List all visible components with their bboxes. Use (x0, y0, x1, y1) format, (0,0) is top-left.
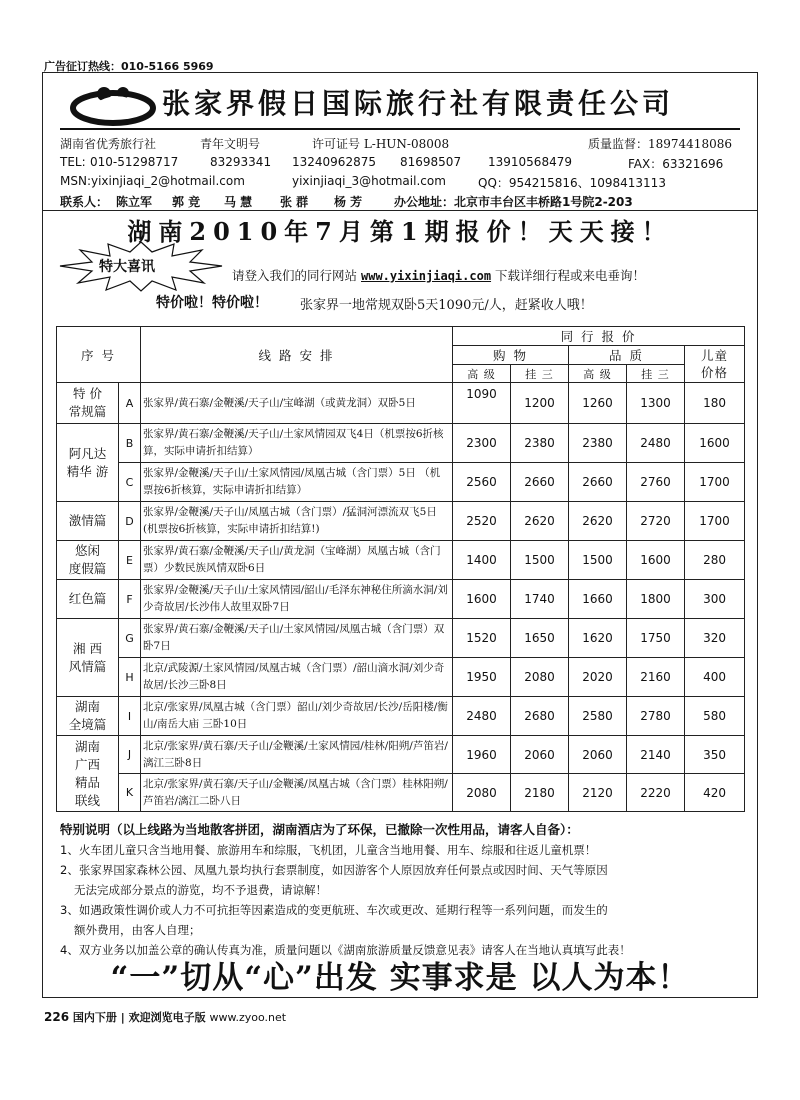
price-child: 580 (685, 697, 745, 736)
ad-hotline: 广告征订热线：010-5166 5969 (44, 60, 214, 73)
table-row (57, 463, 745, 502)
header-peer-price: 同 行 报 价 (453, 327, 745, 346)
route-code: C (119, 463, 141, 502)
license-number: 许可证号 L-HUN-08008 (312, 137, 450, 151)
promo-badge-text: 特大喜讯 (99, 259, 155, 275)
honor-2: 青年文明号 (200, 137, 261, 151)
tel-number: 13910568479 (488, 155, 572, 169)
note-item: 额外费用，由客人自理； (74, 923, 201, 937)
route-code: E (119, 541, 141, 580)
price-child: 1600 (685, 424, 745, 463)
tel-number: 81698507 (400, 155, 462, 169)
price-shop-third: 2060 (511, 736, 569, 774)
footer-tagline: 欢迎浏览电子版 (128, 1011, 206, 1024)
note-item: 1、火车团儿童只含当地用餐、旅游用车和综服，飞机团，儿童含当地用餐、用车、综服和往返儿童机票！ (60, 843, 597, 857)
contact-name: 马 慧 (224, 195, 253, 209)
price-qual-third: 2480 (627, 424, 685, 463)
table-row (57, 774, 745, 812)
route-description: 张家界/金鞭溪/天子山/土家风情园/韶山/毛泽东神秘住所滴水洞/刘少奇故居/长沙伟人故里双卧7日 (141, 580, 453, 619)
agency-logo (68, 82, 158, 130)
price-qual-high: 2380 (569, 424, 627, 463)
price-qual-high: 1260 (569, 383, 627, 424)
price-shop-third: 2380 (511, 424, 569, 463)
price-qual-third: 2140 (627, 736, 685, 774)
office-address: 办公地址：北京市丰台区丰桥路1号院2-203 (394, 195, 633, 209)
website-suffix: 下载详细行程或来电垂询！ (495, 268, 646, 283)
price-child: 280 (685, 541, 745, 580)
price-qual-third: 2760 (627, 463, 685, 502)
tel-number: 83293341 (210, 155, 272, 169)
price-shop-high: 1600 (453, 580, 511, 619)
route-code: J (119, 736, 141, 774)
price-qual-high: 2580 (569, 697, 627, 736)
category-cell: 激情篇 (57, 502, 119, 541)
note-item: 2、张家界国家森林公园、凤凰九景均执行套票制度，如因游客个人原因放弃任何景点或因时间、天气等原因 (60, 863, 608, 877)
price-child: 400 (685, 658, 745, 697)
price-shop-high: 2520 (453, 502, 511, 541)
slogan: “一”切从“心”出发 实事求是 以人为本！ (110, 960, 690, 996)
section-name: 国内下册 (72, 1011, 117, 1024)
category-cell: 阿凡达 精华 游 (57, 424, 119, 502)
page-footer (44, 1009, 286, 1025)
header-rule (60, 128, 740, 130)
category-cell: 湖南 广西 精品 联线 (57, 736, 119, 812)
price-qual-high: 2120 (569, 774, 627, 812)
price-shop-high: 2080 (453, 774, 511, 812)
tel-number: 010-51298717 (90, 155, 179, 169)
price-table (56, 326, 745, 812)
price-qual-third: 2780 (627, 697, 685, 736)
table-row (57, 619, 745, 658)
phone-row (60, 155, 740, 171)
category-cell: 红色篇 (57, 580, 119, 619)
header-route: 线 路 安 排 (141, 327, 453, 383)
footer-url[interactable]: www.zyoo.net (209, 1011, 287, 1024)
special-notes (60, 820, 750, 960)
price-shop-high: 2560 (453, 463, 511, 502)
contact-name: 陈立军 (116, 195, 153, 209)
tel-number: 13240962875 (292, 155, 376, 169)
company-name: 张家界假日国际旅行社有限责任公司 (162, 87, 675, 120)
category-cell: 悠闲 度假篇 (57, 541, 119, 580)
route-code: K (119, 774, 141, 812)
price-shop-third: 2180 (511, 774, 569, 812)
price-child: 350 (685, 736, 745, 774)
price-qual-third: 1300 (627, 383, 685, 424)
route-code: B (119, 424, 141, 463)
header-qual-high: 高 级 (569, 365, 627, 383)
price-qual-third: 1750 (627, 619, 685, 658)
route-description: 张家界/黄石寨/金鞭溪/天子山/土家风情园双飞4日（机票按6折核算，实际申请折扣结算） (141, 424, 453, 463)
header-qual-third: 挂 三 (627, 365, 685, 383)
note-item: 4、双方业务以加盖公章的确认传真为准，质量问题以《湖南旅游质量反馈意见表》请客人在当地认真填写此表！ (60, 943, 631, 957)
price-qual-third: 2220 (627, 774, 685, 812)
note-item: 无法完成部分景点的游览，均不予退费，请谅解！ (74, 883, 327, 897)
route-code: F (119, 580, 141, 619)
price-child: 420 (685, 774, 745, 812)
price-shop-high: 1090 (453, 383, 511, 424)
price-child: 320 (685, 619, 745, 658)
header-child-price (685, 346, 745, 383)
special-offer-text: 张家界一地常规双卧5天1090元/人，赶紧收人哦！ (300, 298, 593, 313)
special-offer-label: 特价啦！特价啦！ (156, 295, 268, 311)
table-row (57, 424, 745, 463)
route-description: 张家界/黄石寨/金鞭溪/天子山/黄龙洞（宝峰湖）凤凰古城（含门票）少数民族风情双卧6日 (141, 541, 453, 580)
price-qual-high: 2660 (569, 463, 627, 502)
category-cell: 特 价 常规篇 (57, 383, 119, 424)
contact-name: 郭 竞 (172, 195, 201, 209)
price-shop-third: 2660 (511, 463, 569, 502)
footer-divider: | (120, 1011, 125, 1024)
contacts-row (60, 193, 740, 209)
msn-account: MSN:yixinjiaqi_2@hotmail.com (60, 174, 245, 188)
route-description: 张家界/黄石寨/金鞭溪/天子山/土家风情园/凤凰古城（含门票）双卧7日 (141, 619, 453, 658)
price-qual-high: 1500 (569, 541, 627, 580)
header-child-2: 价格 (701, 365, 729, 380)
contact-name: 杨 芳 (334, 195, 363, 209)
msn-row (60, 174, 740, 190)
route-code: H (119, 658, 141, 697)
website-notice (232, 266, 645, 284)
price-shop-third: 2080 (511, 658, 569, 697)
route-code: I (119, 697, 141, 736)
route-description: 北京/张家界/黄石寨/天子山/金鞭溪/凤凰古城（含门票）桂林阳朔/芦笛岩/漓江二卧八日 (141, 774, 453, 812)
price-qual-third: 2160 (627, 658, 685, 697)
table-row (57, 736, 745, 774)
route-description: 张家界/金鞭溪/天子山/土家风情园/凤凰古城（含门票）5日 （机票按6折核算，实际申请折扣结算） (141, 463, 453, 502)
header-quality: 品 质 (569, 346, 685, 365)
price-qual-third: 1800 (627, 580, 685, 619)
fax-number: FAX：63321696 (628, 157, 724, 171)
price-qual-third: 1600 (627, 541, 685, 580)
header-shop-high: 高 级 (453, 365, 511, 383)
page-number: 226 (44, 1010, 70, 1024)
price-shop-high: 1400 (453, 541, 511, 580)
table-row (57, 697, 745, 736)
header-child: 儿童 (701, 348, 729, 363)
quality-supervision: 质量监督：18974418086 (588, 137, 732, 151)
price-shop-high: 1950 (453, 658, 511, 697)
price-child: 180 (685, 383, 745, 424)
website-prefix: 请登入我们的同行网站 (232, 268, 358, 283)
route-description: 北京/张家界/黄石寨/天子山/金鞭溪/土家风情园/桂林/阳朔/芦笛岩/漓江三卧8日 (141, 736, 453, 774)
price-shop-third: 1200 (511, 383, 569, 424)
notes-title: 特别说明（以上线路为当地散客拼团，湖南酒店为了环保，已撤除一次性用品，请客人自备）： (60, 822, 579, 837)
route-description: 北京/张家界/凤凰古城（含门票）韶山/刘少奇故居/长沙/岳阳楼/衡山/南岳大庙 三卧10日 (141, 697, 453, 736)
website-link[interactable]: www.yixinjiaqi.com (361, 269, 492, 283)
price-qual-high: 1620 (569, 619, 627, 658)
price-child: 1700 (685, 502, 745, 541)
price-qual-high: 1660 (569, 580, 627, 619)
quote-headline: 湖南2010年7月第1期报价！天天接！ (127, 217, 673, 246)
contact-name: 张 群 (280, 195, 309, 209)
qq-numbers: QQ：954215816、1098413113 (478, 176, 666, 190)
header-shop-third: 挂 三 (511, 365, 569, 383)
price-shop-third: 2620 (511, 502, 569, 541)
route-code: G (119, 619, 141, 658)
table-row (57, 658, 745, 697)
honor-1: 湖南省优秀旅行社 (60, 137, 157, 151)
route-description: 张家界/黄石寨/金鞭溪/天子山/宝峰湖（或黄龙洞）双卧5日 (141, 383, 453, 424)
honors-row (60, 135, 740, 151)
table-row (57, 541, 745, 580)
price-shop-high: 2300 (453, 424, 511, 463)
header-seq: 序 号 (57, 327, 141, 383)
price-shop-third: 1740 (511, 580, 569, 619)
price-shop-high: 1960 (453, 736, 511, 774)
price-shop-third: 1650 (511, 619, 569, 658)
route-description: 张家界/金鞭溪/天子山/凤凰古城（含门票）/猛洞河漂流双飞5日(机票按6折核算，实际申请折扣结算!) (141, 502, 453, 541)
route-code: A (119, 383, 141, 424)
table-row (57, 580, 745, 619)
note-item: 3、如遇政策性调价或人力不可抗拒等因素造成的变更航班、车次或更改、延期行程等一系列问题，而发生的 (60, 903, 608, 917)
category-cell: 湖南 全境篇 (57, 697, 119, 736)
price-child: 1700 (685, 463, 745, 502)
price-qual-high: 2060 (569, 736, 627, 774)
price-shop-high: 2480 (453, 697, 511, 736)
price-qual-third: 2720 (627, 502, 685, 541)
logo-swoosh (88, 98, 140, 112)
price-shop-third: 2680 (511, 697, 569, 736)
table-row (57, 502, 745, 541)
contacts-label: 联系人： (60, 195, 109, 209)
price-child: 300 (685, 580, 745, 619)
price-qual-high: 2020 (569, 658, 627, 697)
price-shop-high: 1520 (453, 619, 511, 658)
price-shop-third: 1500 (511, 541, 569, 580)
category-cell: 湘 西 风情篇 (57, 619, 119, 697)
price-qual-high: 2620 (569, 502, 627, 541)
route-code: D (119, 502, 141, 541)
table-row (57, 383, 745, 424)
route-description: 北京/武陵源/土家风情园/凤凰古城（含门票）/韶山滴水洞/刘少奇故居/长沙三卧8日 (141, 658, 453, 697)
msn-account: yixinjiaqi_3@hotmail.com (292, 174, 446, 188)
header-shopping: 购 物 (453, 346, 569, 365)
divider (42, 210, 758, 211)
tel-label: TEL: (60, 155, 86, 169)
